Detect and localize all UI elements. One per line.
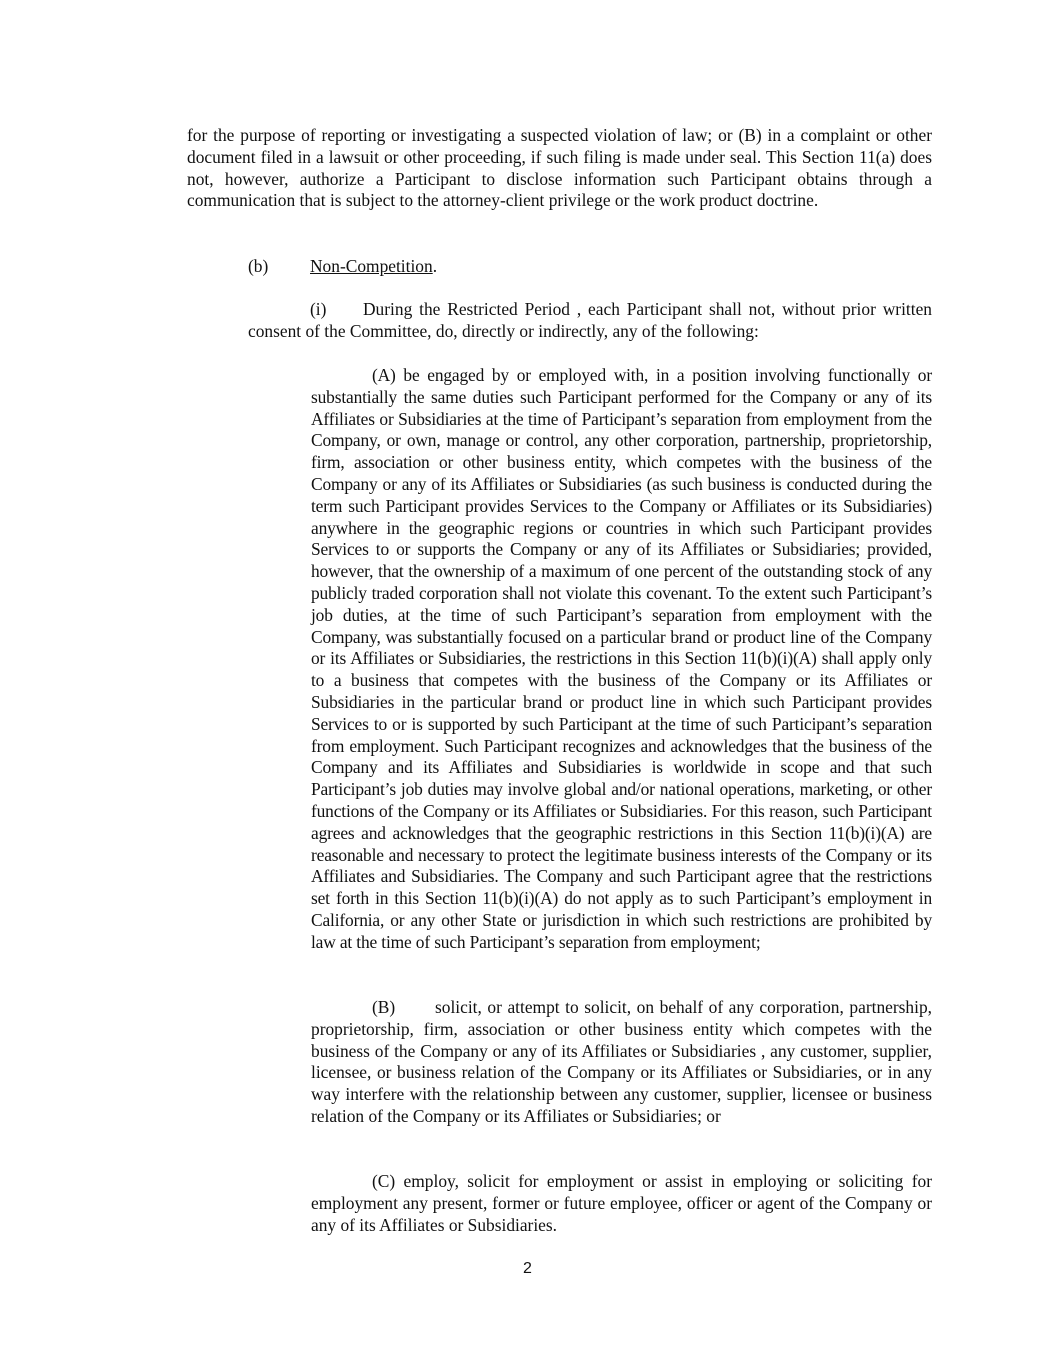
- page-number: 2: [523, 1260, 532, 1277]
- section-b-period: .: [432, 256, 438, 276]
- intro-paragraph: for the purpose of reporting or investigating a suspected violation of law; or (B) in a complaint or other document filed in a lawsuit or other proceeding, if such filing is made under seal. This Section 11(a) does not, however, authorize a Participant to disclose information such Participant obtains through a communication that is subject to the attorney-client privilege or the work product doctrine.: [187, 125, 932, 211]
- clause-b-paragraph: [311, 997, 932, 1128]
- clause-i-number: (i): [310, 299, 327, 319]
- clause-i-text: During the Restricted Period , each Participant shall not, without prior written consent of the Committee, do, directly or indirectly, any of the following:: [248, 299, 932, 341]
- clause-b-number: (B): [372, 997, 396, 1017]
- clause-i-paragraph: [248, 299, 932, 343]
- section-b-title: Non-Competition: [310, 256, 433, 276]
- section-b-number: (b): [248, 256, 269, 276]
- clause-c-paragraph: (C) employ, solicit for employment or assist in employing or soliciting for employment any present, former or future employee, officer or agent of the Company or any of its Affiliates or Subsidiaries.: [311, 1171, 932, 1235]
- clause-b-text: solicit, or attempt to solicit, on behalf of any corporation, partnership, proprietorship, firm, association or other business entity which competes with the business of the Company or any of its Affiliates or Subsidiaries , any customer, supplier, licensee, or business relation of the Company or its Affiliates or Subsidiaries, or in any way interfere with the relationship between any customer, supplier, licensee or business relation of the Company or its Affiliates or Subsidiaries; or: [311, 997, 932, 1126]
- section-b-heading: [248, 256, 437, 278]
- clause-a-paragraph: (A) be engaged by or employed with, in a position involving functionally or substantially the same duties such Participant performed for the Company or any of its Affiliates or Subsidiaries at the time of Participant’s separation from employment from the Company, or own, manage or control, any other corporation, partnership, proprietorship, firm, association or other business entity, which competes with the business of the Company or any of its Affiliates or Subsidiaries (as such business is conducted during the term such Participant provides Services to the Company or Affiliates or its Subsidiaries) anywhere in the geographic regions or countries in which such Participant provides Services to or supports the Company or any of its Affiliates or Subsidiaries; provided, however, that the ownership of a maximum of one percent of the outstanding stock of any publicly traded corporation shall not violate this covenant. To the extent such Participant’s job duties, at the time of such Participant’s separation from employment with the Company, was substantially focused on a particular brand or product line of the Company or its Affiliates or Subsidiaries, the restrictions in this Section 11(b)(i)(A) shall apply only to a business that competes with the business of the Company or its Affiliates or Subsidiaries in the particular brand or product line in which such Participant provides Services to or is supported by such Participant at the time of such Participant’s separation from employment. Such Participant recognizes and acknowledges that the business of the Company and its Affiliates and Subsidiaries is worldwide in scope and that such Participant’s job duties may involve global and/or national operations, marketing, or other functions of the Company or its Affiliates or Subsidiaries. For this reason, such Participant agrees and acknowledges that the geographic restrictions in this Section 11(b)(i)(A) are reasonable and necessary to protect the legitimate business interests of the Company or its Affiliates and Subsidiaries. The Company and such Participant agree that the restrictions set forth in this Section 11(b)(i)(A) do not apply as to such Participant’s employment in California, or any other State or jurisdiction in which such restrictions are prohibited by law at the time of such Participant’s separation from employment;: [311, 365, 932, 952]
